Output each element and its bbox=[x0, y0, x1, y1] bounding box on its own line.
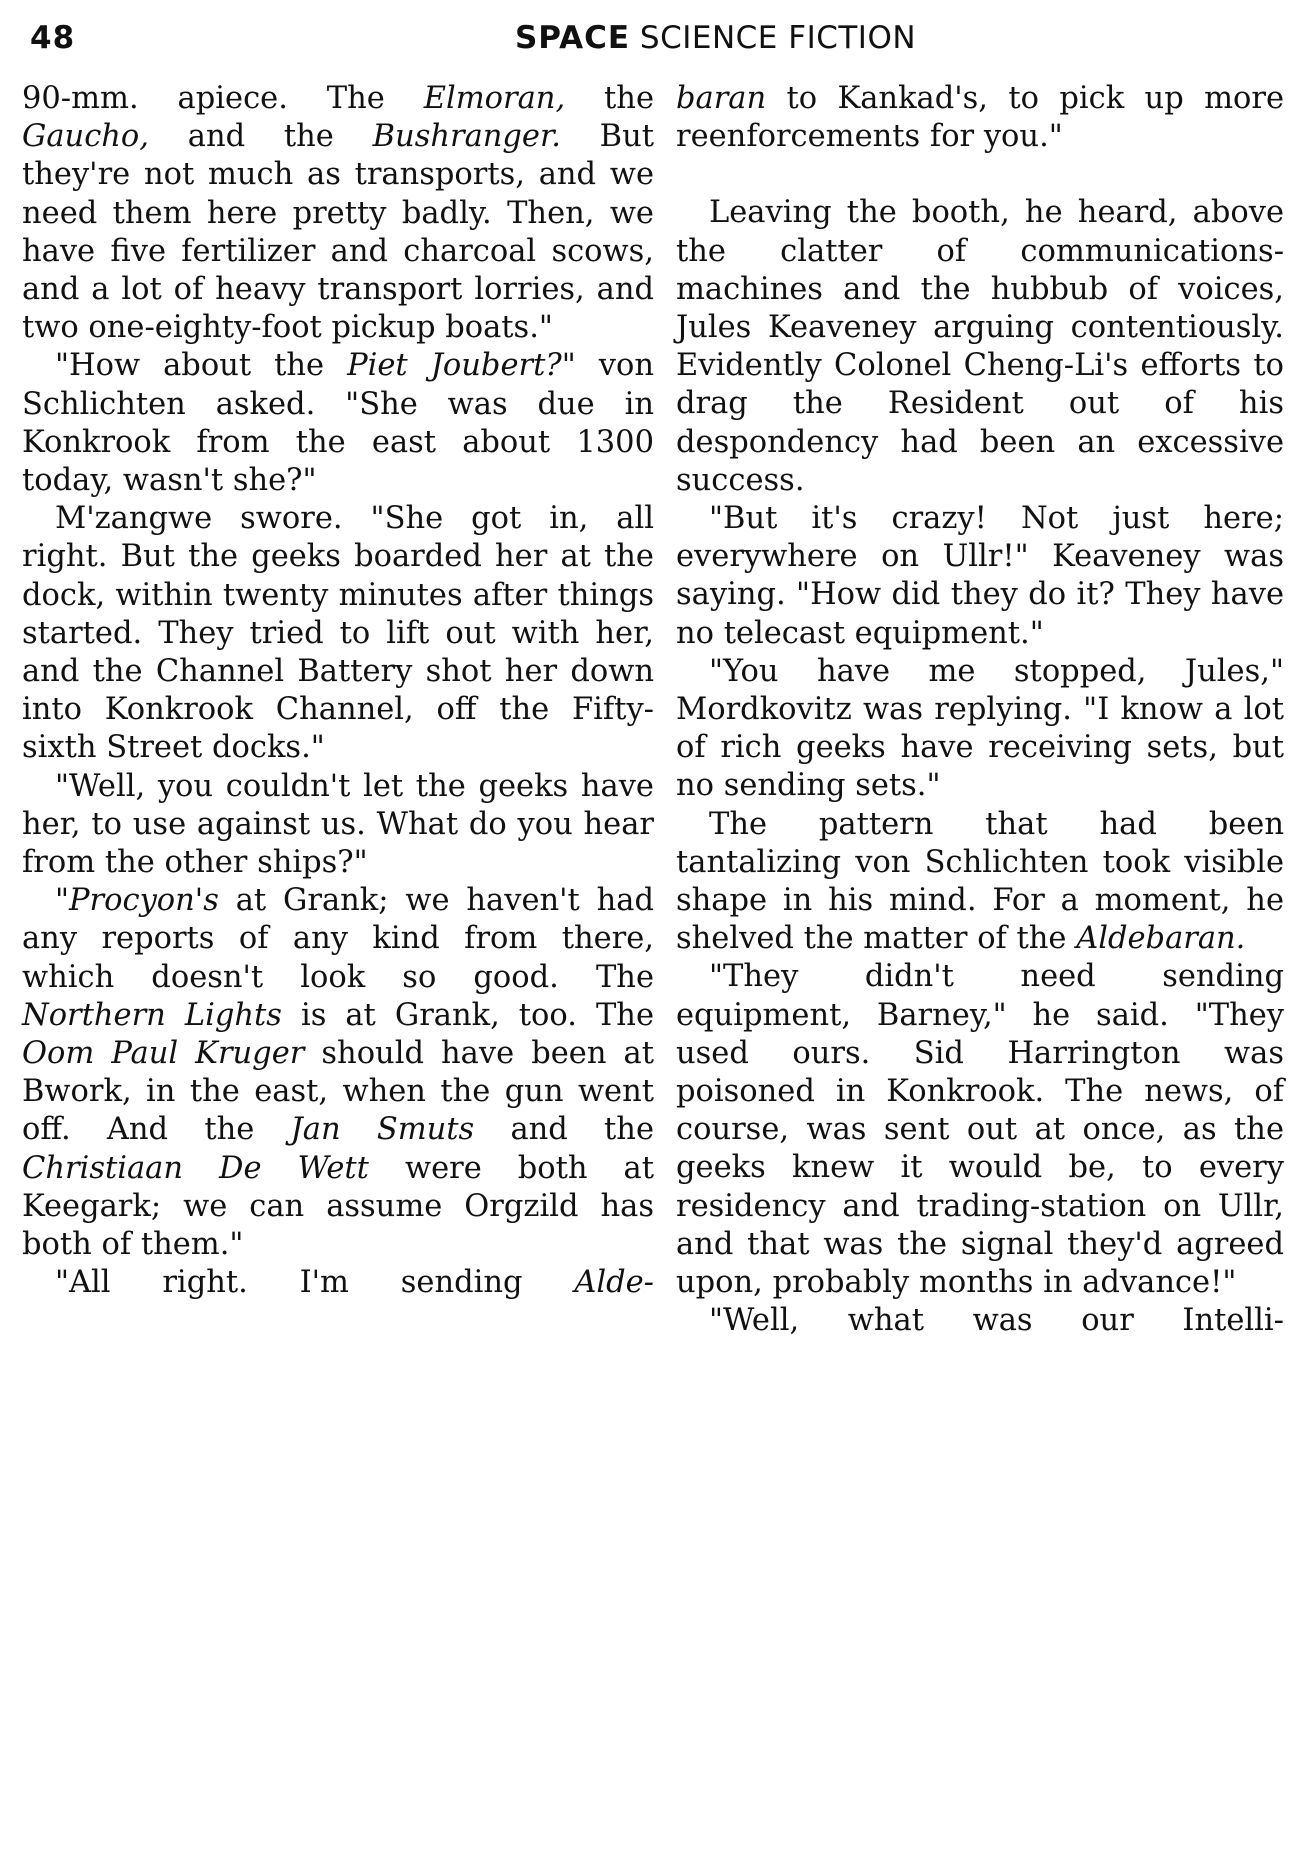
magazine-title-rest: SCIENCE FICTION bbox=[639, 20, 917, 56]
paragraph: The pattern that had been tantalizing von Schlichten took visible shape in his mind. For a moment, he shelved the matter of the Aldebaran. bbox=[676, 806, 1284, 957]
paragraph: "But it's crazy! Not just here; everywhere on Ullr!" Keaveney was saying. "How did they do it? They have no telecast equipment." bbox=[676, 501, 1284, 651]
page-header bbox=[22, 14, 1289, 64]
paragraph: "They didn't need sending equipment, Barney," he said. "They used ours. Sid Harrington was poisoned in Konkrook. The news, of course, was sent out at once, as the geeks knew it would be, to every residency and trading-station on Ullr, and that was the signal they'd agreed upon, probably months in advance!" bbox=[676, 959, 1284, 1301]
page-number: 48 bbox=[30, 20, 76, 56]
paragraph: M'zangwe swore. "She got in, all right. But the geeks boarded her at the dock, within twenty minutes after things started. They tried to lift out with her, and the Channel Battery shot her down into Konkrook Channel, off the Fifty-sixth Street docks." bbox=[22, 501, 654, 766]
paragraph: "All right. I'm sending Alde- bbox=[55, 1265, 654, 1301]
paragraph: "Well, what was our Intelli- bbox=[709, 1303, 1284, 1339]
paragraph: Leaving the booth, he heard, above the clatter of communications-machines and the hubbub of voices, Jules Keaveney arguing contentiously. Evidently Colonel Cheng-Li's efforts to drag the Resident out of his despondency had been an excessive success. bbox=[676, 195, 1284, 498]
right-column bbox=[676, 80, 1284, 1341]
paragraph: baran to Kankad's, to pick up more reenforcements for you." bbox=[676, 81, 1284, 155]
left-column bbox=[22, 80, 654, 1303]
paragraph: 90-mm. apiece. The Elmoran, the Gaucho, and the Bushranger. But they're not much as transports, and we need them here pretty badly. Then, we have five fertilizer and charcoal scows, and a lot of heavy transport lorries, and two one-eighty-foot pickup boats." bbox=[22, 81, 655, 346]
paragraph: "How about the Piet Joubert?" von Schlichten asked. "She was due in Konkrook from the east about 1300 today, wasn't she?" bbox=[22, 348, 654, 499]
magazine-title-bold: SPACE bbox=[514, 20, 631, 56]
paragraph: "You have me stopped, Jules," Mordkovitz was replying. "I know a lot of rich geeks have receiving sets, but no sending sets." bbox=[676, 653, 1284, 804]
paragraph: "Well, you couldn't let the geeks have her, to use against us. What do you hear from the other ships?" bbox=[22, 768, 654, 881]
magazine-title bbox=[142, 20, 1289, 56]
paragraph: "Procyon's at Grank; we haven't had any reports of any kind from there, which doesn't look so good. The Northern Lights is at Grank, too. The Oom Paul Kruger should have been at Bwork, in the east, when the gun went off. And the Jan Smuts and the Christiaan De Wett were both at Keegark; we can assume Orgzild has both of them." bbox=[22, 883, 654, 1263]
